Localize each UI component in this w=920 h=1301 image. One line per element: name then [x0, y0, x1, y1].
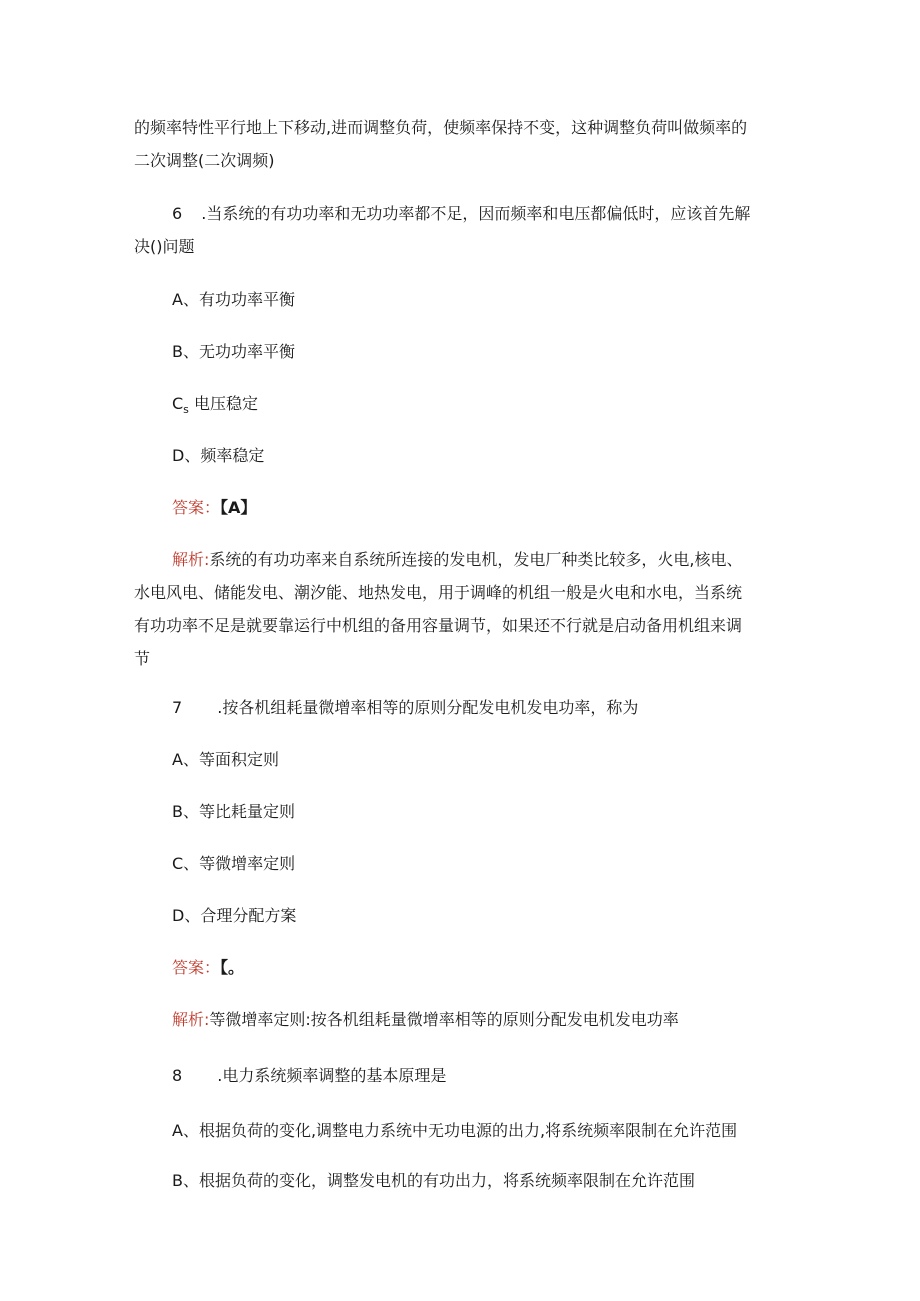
q6-option-c-text: 电压稳定	[194, 394, 259, 413]
q7-option-a: A、等面积定则	[172, 750, 279, 769]
q6-analysis-text-1: 系统的有功功率来自系统所连接的发电机，发电厂种类比较多，火电,核电、	[209, 550, 743, 569]
q6-question-line-1	[172, 203, 750, 225]
q7-answer-label: 答案：	[172, 958, 221, 977]
intro-line-2: 二次调整(二次调频)	[134, 151, 275, 170]
q6-option-c	[172, 393, 258, 421]
q7-answer-value: 【。	[220, 958, 245, 977]
q6-answer-value: 【A】	[220, 498, 257, 517]
q8-question	[172, 1065, 446, 1087]
q6-analysis-line-1	[172, 549, 743, 571]
q6-option-a: A、有功功率平衡	[172, 290, 295, 309]
q8-number: 8	[172, 1066, 183, 1085]
q6-analysis-line-4: 节	[134, 649, 151, 668]
q7-text: .按各机组耗量微增率相等的原则分配发电机发电功率，称为	[217, 698, 639, 717]
q6-option-d: D、频率稳定	[172, 446, 265, 465]
q8-text: .电力系统频率调整的基本原理是	[217, 1066, 447, 1085]
q6-option-b: B、无功功率平衡	[172, 342, 295, 361]
q6-analysis-label: 解析:	[172, 550, 210, 569]
q6-number: 6	[172, 204, 183, 223]
q7-option-d: D、合理分配方案	[172, 906, 297, 925]
q7-number: 7	[172, 698, 183, 717]
q6-analysis-line-2: 水电风电、储能发电、潮汐能、地热发电，用于调峰的机组一般是火电和水电，当系统	[134, 583, 743, 602]
q6-answer	[172, 497, 256, 519]
q6-option-c-sub: s	[183, 403, 189, 416]
q7-option-b: B、等比耗量定则	[172, 802, 295, 821]
intro-line-1: 的频率特性平行地上下移动,进而调整负荷，使频率保持不变，这种调整负荷叫做频率的	[134, 118, 748, 137]
q7-analysis	[172, 1009, 679, 1031]
q8-option-a: A、根据负荷的变化,调整电力系统中无功电源的出力,将系统频率限制在允许范围	[172, 1121, 738, 1140]
q6-answer-label: 答案：	[172, 498, 221, 517]
q6-option-c-letter: C	[172, 394, 184, 413]
q7-option-c: C、等微增率定则	[172, 854, 296, 873]
q6-question-line-2: 决()问题	[134, 237, 195, 256]
q8-option-b: B、根据负荷的变化，调整发电机的有功出力，将系统频率限制在允许范围	[172, 1171, 695, 1190]
q7-answer	[172, 957, 244, 979]
q7-question	[172, 697, 638, 719]
q7-analysis-label: 解析:	[172, 1010, 210, 1029]
q6-analysis-line-3: 有功功率不足是就要靠运行中机组的备用容量调节，如果还不行就是启动备用机组来调	[134, 616, 743, 635]
q7-analysis-text: 等微增率定则:按各机组耗量微增率相等的原则分配发电机发电功率	[209, 1010, 679, 1029]
q6-text: .当系统的有功功率和无功功率都不足，因而频率和电压都偏低时，应该首先解	[201, 204, 751, 223]
